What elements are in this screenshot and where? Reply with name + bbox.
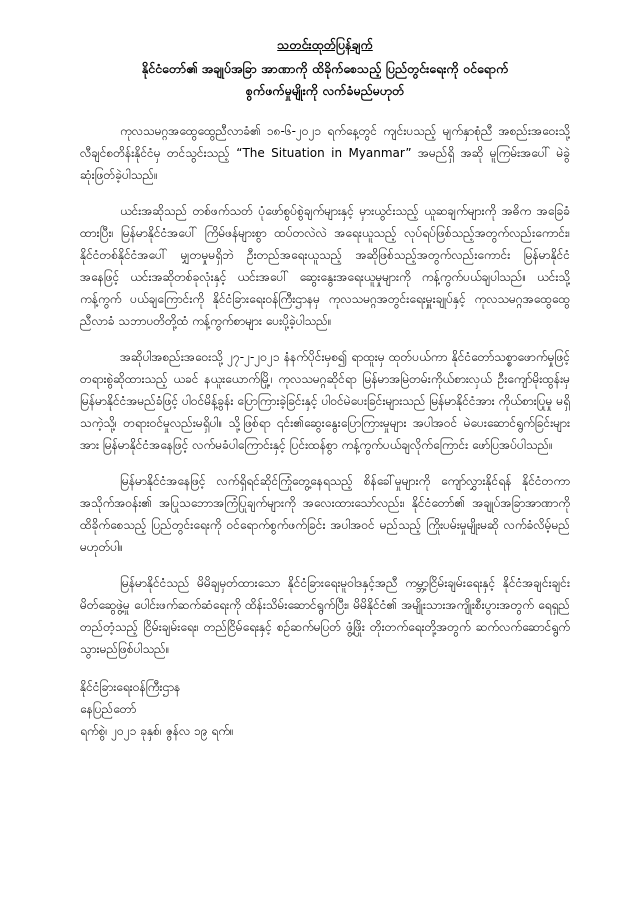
paragraph-5: မြန်မာနိုင်ငံသည် မိမိချမှတ်ထားသော နိုင်ငံခြားရေးမူဝါဒနှင့်အညီ ကမ္ဘာ့ငြိမ်းချမ်းရေးနှင့် နိုင်ငံအချင်းချင်း မိတ်ဆွေဖွဲ့မှု ပေါင်းဖက်ဆက်ဆံရေးကို ထိန်းသိမ်းဆောင်ရွက်ပြီး၊ မိမိနိုင်ငံ၏ အမျိုးသားအကျိုးစီးပွားအတွက် ရေရှည်တည်တံ့သည့် ငြိမ်းချမ်းရေး၊ တည်ငြိမ်ရေးနှင့် စဉ်ဆက်မပြတ် ဖွံ့ဖြိုး တိုးတက်ရေးတို့အတွက် ဆက်လက်ဆောင်ရွက်သွားမည်ဖြစ်ပါသည်။ [80, 576, 570, 656]
headline-line-1: နိုင်ငံတော်၏ အချုပ်အခြာ အာဏာကို ထိခိုက်စေသည့် ပြည်တွင်းရေးကို ဝင်ရောက် [141, 61, 509, 76]
paragraph-4: မြန်မာနိုင်ငံအနေဖြင့် လက်ရှိရင်ဆိုင်ကြုံတွေ့နေရသည့် စိန်ခေါ်မှုများကို ကျော်လွှားနိုင်ရန် နိုင်ငံတကာအသိုက်အဝန်း၏ အပြုသဘောအကြံပြုချက်များကို အလေးထားသော်လည်း၊ နိုင်ငံတော်၏ အချုပ်အခြာအာဏာကို ထိခိုက်စေသည့် ပြည်တွင်းရေးကို ဝင်ရောက်စွက်ဖက်ခြင်း အပါအဝင် မည်သည့် ကြိုးပမ်းမှုမျိုးမဆို လက်ခံလိမ့်မည်မဟုတ်ပါ။ [80, 474, 570, 554]
signature-block [80, 676, 570, 742]
paragraph-3: အဆိုပါအစည်းအဝေးသို့ ၂၇-၂-၂၀၂၁ နံနက်ပိုင်းမှစ၍ ရာထူးမှ ထုတ်ပယ်ကာ နိုင်ငံတော်သစ္စာဖောက်မှုဖြင့် တရားစွဲဆိုထားသည့် ယခင် နယူးယောက်မြို့၊ ကုလသမဂ္ဂဆိုင်ရာ မြန်မာအမြဲတမ်းကိုယ်စားလှယ် ဦးကျော်မိုးထွန်းမှ မြန်မာနိုင်ငံအမည်ခံဖြင့် ပါဝင်မိန့်ခွန်း ပြောကြားခဲ့ခြင်းနှင့် ပါဝင်မဲပေးခြင်းများသည် မြန်မာနိုင်ငံအား ကိုယ်စားပြုမှု မရှိသကဲ့သို့၊ တရားဝင်မှုလည်းမရှိပါ။ သို့ဖြစ်ရာ ၎င်း၏ဆွေးနွေးပြောကြားမှုများ အပါအဝင် မဲပေးဆောင်ရွက်ခြင်းများအား မြန်မာနိုင်ငံအနေဖြင့် လက်မခံပါကြောင်းနှင့် ပြင်းထန်စွာ ကန့်ကွက်ပယ်ချလိုက်ကြောင်း ဖော်ပြအပ်ပါသည်။ [80, 350, 570, 452]
ministry-name: နိုင်ငံခြားရေးဝန်ကြီးဌာန [80, 680, 181, 694]
press-release-label: သတင်းထုတ်ပြန်ချက် [277, 37, 373, 52]
issuing-city: နေပြည်တော် [80, 702, 137, 716]
paragraph-2: ယင်းအဆိုသည် တစ်ဖက်သတ် ပုံဖော်စွပ်စွဲချက်များနှင့် မှားယွင်းသည့် ယူဆချက်များကို အဓိက အခြေခံထားပြီး၊ မြန်မာနိုင်ငံအပေါ် ကြိမ်ဖန်များစွာ ထပ်တလဲလဲ အရေးယူသည့် လုပ်ရပ်ဖြစ်သည့်အတွက်လည်းကောင်း၊ နိုင်ငံတစ်နိုင်ငံအပေါ် မျှတမှုမရှိဘဲ ဦးတည်အရေးယူသည့် အဆိုဖြစ်သည့်အတွက်လည်းကောင်း မြန်မာနိုင်ငံအနေဖြင့် ယင်းအဆိုတစ်ခုလုံးနှင့် ယင်းအပေါ် ဆွေးနွေးအရေးယူမှုများကို ကန့်ကွက်ပယ်ချပါသည်။ ယင်းသို့ ကန့်ကွက် ပယ်ချကြောင်းကို နိုင်ငံခြားရေးဝန်ကြီးဌာနမှ ကုလသမဂ္ဂအတွင်းရေးမှူးချုပ်နှင့် ကုလသမဂ္ဂအထွေထွေညီလာခံ သဘာပတိတို့ထံ ကန့်ကွက်စာများ ပေးပို့ခဲ့ပါသည်။ [80, 204, 570, 328]
issue-date: ရက်စွဲ၊ ၂၀၂၁ ခုနှစ်၊ ဇွန်လ ၁၉ ရက်။ [80, 724, 234, 738]
document-body [80, 120, 570, 660]
paragraph-1: ကုလသမဂ္ဂအထွေထွေညီလာခံ၏ ၁၈-၆-၂၀၂၁ ရက်နေ့တွင် ကျင်းပသည့် မျက်နှာစုံညီ အစည်းအဝေးသို့ လီချင်စတိန်းနိုင်ငံမှ တင်သွင်းသည့် “The Situation in Myanmar” အမည်ရှိ အဆို မူကြမ်းအပေါ် မဲခွဲဆုံးဖြတ်ခဲ့ပါသည်။ [80, 124, 570, 182]
document-header [80, 34, 570, 102]
headline-line-2: စွက်ဖက်မှုမျိုးကို လက်ခံမည်မဟုတ် [245, 83, 405, 98]
